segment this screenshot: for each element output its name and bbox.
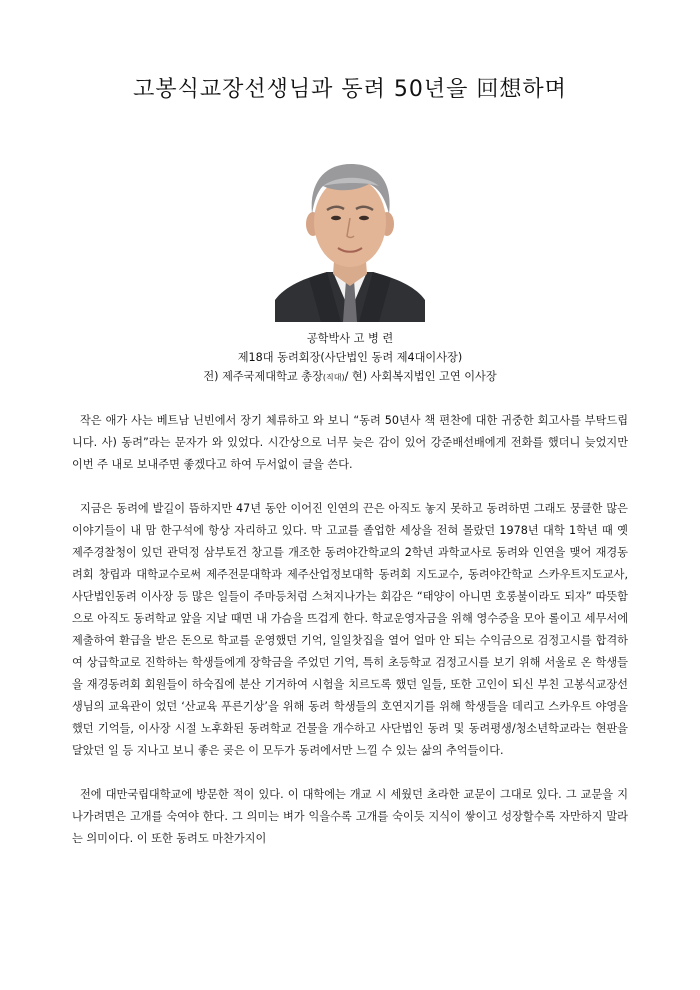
author-affiliation (0, 367, 700, 387)
author-affiliation-note: (직대) (322, 373, 345, 382)
author-position: 제18대 동려회장(사단법인 동려 제4대이사장) (237, 351, 463, 364)
author-name: 공학박사 고 병 련 (306, 332, 394, 345)
portrait-photo-icon (275, 152, 425, 322)
author-affiliation-prefix: 전) 제주국제대학교 총장 (203, 370, 323, 383)
body-paragraph-2: 지금은 동려에 발길이 뜸하지만 47년 동안 이어진 인연의 끈은 아직도 놓지 못하고 동려하면 그래도 뭉클한 많은 이야기들이 내 맘 한구석에 항상 자리하고 있다. 막 고교를 졸업한 세상을 전혀 몰랐던 1978년 대학 1학년 때 옛 제주경찰청이 있던 관덕정 삼부토건 창고를 개조한 동려야간학교의 2학년 과학교사로 동려와 인연을 맺어 재경동려회 창립과 대학교수로써 제주전문대학과 제주산업정보대학 동려회 지도교수, 동려야간학교 스카우트지도교사, 사단법인동려 이사장 등 많은 일들이 주마등처럼 스쳐지나가는 회감은 “태양이 아니면 호롱불이라도 되자” 따뜻함으로 아직도 동려학교 앞을 지날 때면 내 가슴을 뜨겁게 한다. 학교운영자금을 위해 영수증을 모아 롤이고 세무서에 제출하여 환급을 받은 돈으로 학교를 운영했던 기억, 일일찻집을 열어 얼마 안 되는 수익금으로 검정고시를 합격하여 상급학교로 진학하는 학생들에게 장학금을 주었던 기억, 특히 초등학교 검정고시를 보기 위해 서울로 온 학생들을 재경동려회 회원들이 하숙집에 분산 기거하여 시험을 치르도록 했던 일들, 또한 고인이 되신 부친 고봉식교장선생님의 교육관이 었던 ‘산교육 푸른기상’을 위해 동려 학생들의 호연지기를 위해 학생들을 데리고 스카우트 야영을 했던 기억들, 이사장 시절 노후화된 동려학교 건물을 개수하고 사단법인 동려 및 동려평생/청소년학교라는 현판을 달았던 일 등 지나고 보니 좋은 곶은 이 모두가 동려에서만 느낄 수 있는 삶의 추억들이다. (72, 502, 628, 757)
body-paragraph-1: 작은 애가 사는 베트남 닌빈에서 장기 체류하고 와 보니 “동려 50년사 책 편찬에 대한 귀중한 회고사를 부탁드립니다. 사) 동려”라는 문자가 와 있었다. 시간상으로 너무 늦은 감이 있어 강준배선배에게 전화를 했더니 늦었지만 이번 주 내로 보내주면 좋겠다고 하여 두서없이 글을 쓴다. (72, 414, 628, 471)
author-affiliation-suffix: / 현) 사회복지법인 고연 이사장 (344, 370, 497, 383)
article-body (72, 410, 628, 850)
author-info (0, 329, 700, 387)
author-portrait-photo (275, 152, 425, 322)
page-title: 고봉식교장선생님과 동려 50년을 回想하며 (133, 77, 567, 102)
body-paragraph-3: 전에 대만국립대학교에 방문한 적이 있다. 이 대학에는 개교 시 세웠던 초라한 교문이 그대로 있다. 그 교문을 지나가려면은 고개를 숙여야 한다. 그 의미는 벼가 익을수록 고개를 숙이듯 지식이 쌓이고 성장할수록 자만하지 말라는 의미이다. 이 또한 동려도 마찬가지이 (72, 788, 628, 845)
